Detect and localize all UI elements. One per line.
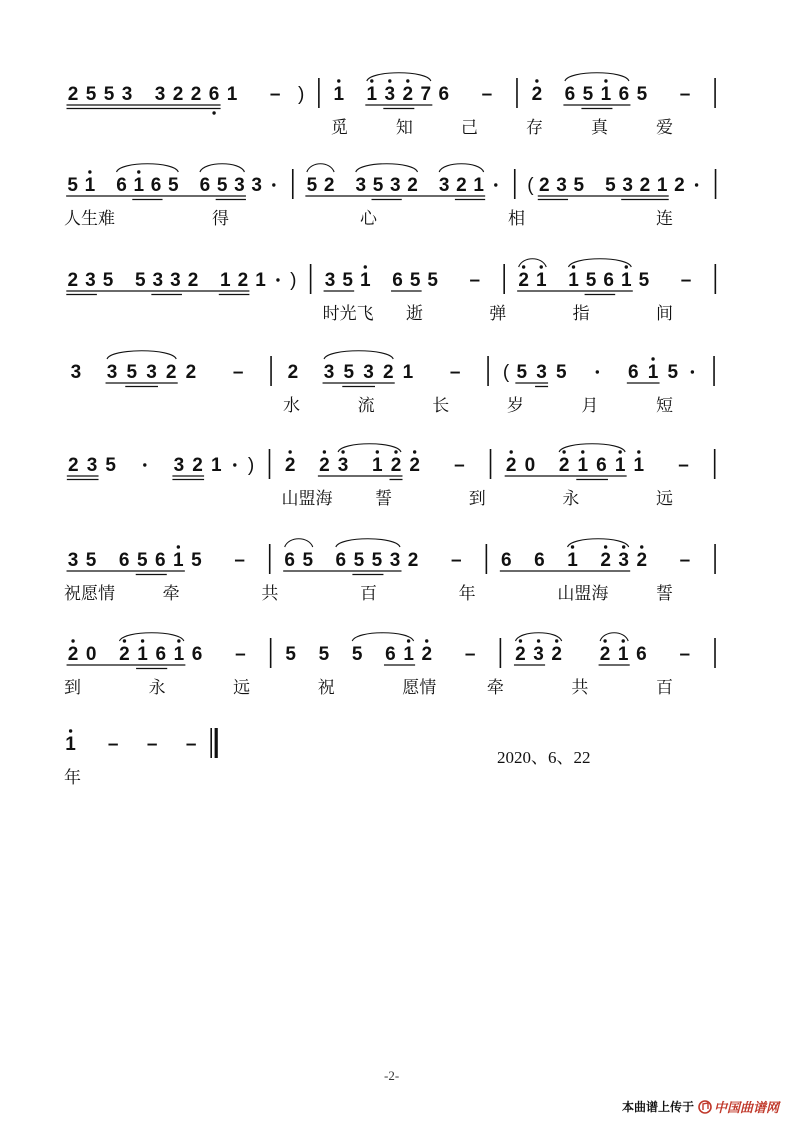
slur-arc	[568, 259, 631, 267]
score-note: 2	[551, 644, 563, 665]
octave-dot-high	[571, 545, 574, 548]
score-note: 6	[191, 644, 203, 665]
score-note: 2	[165, 362, 177, 383]
score-note: 1	[210, 455, 222, 476]
lyric-syllable: 人生难	[64, 209, 115, 229]
octave-dot-high	[572, 265, 575, 268]
dash-sustain: –	[450, 550, 462, 571]
lyric-syllable: 弹	[489, 304, 507, 324]
lyric-syllable: 牵	[162, 584, 180, 604]
score-note: 6	[596, 455, 607, 476]
score-note: 2	[190, 84, 202, 105]
upload-footer	[622, 1097, 779, 1116]
score-note: 2	[505, 455, 517, 476]
lyric-syllable: 逝	[405, 304, 423, 324]
score-note: 2	[639, 175, 651, 196]
octave-dot-high	[177, 639, 180, 642]
score-note: 6	[155, 550, 166, 571]
octave-dot-high	[337, 79, 340, 82]
score-note: 5	[427, 270, 439, 291]
slur-arc	[324, 351, 393, 359]
score-note: 0	[524, 455, 536, 476]
score-note: 1	[600, 84, 612, 105]
lyric-syllable: 山盟海	[281, 489, 333, 509]
interlude-paren: )	[297, 84, 305, 105]
slur-arc	[200, 164, 245, 172]
slur-arc	[119, 633, 183, 641]
score-note: 6	[564, 84, 576, 105]
score-note: 6	[501, 550, 512, 571]
score-system	[64, 164, 716, 229]
score-note: 1	[372, 455, 383, 476]
octave-dot-high	[622, 639, 625, 642]
score-note: 5	[573, 175, 585, 196]
score-note: 2	[187, 270, 199, 291]
lyric-syllable: 共	[571, 678, 589, 698]
dash-sustain: –	[679, 84, 691, 105]
lyric-syllable: 长	[432, 396, 450, 416]
score-note: 1	[633, 455, 645, 476]
interlude-paren: (	[502, 362, 510, 383]
score-note: 1	[647, 362, 659, 383]
score-note: 1	[173, 550, 184, 571]
octave-dot-high	[555, 639, 558, 642]
score-note: 2	[237, 270, 249, 291]
dash-sustain: –	[185, 734, 197, 755]
score-note: 3	[152, 270, 164, 291]
octave-dot-high	[651, 357, 654, 360]
octave-dot-high	[622, 545, 625, 548]
octave-dot-high	[123, 639, 126, 642]
score-note: 2	[119, 644, 130, 665]
score-note: 2	[407, 175, 418, 196]
lyric-syllable: 间	[656, 304, 673, 324]
lyric-syllable: 真	[590, 118, 608, 138]
score-note: 5	[167, 175, 179, 196]
score-system	[67, 444, 715, 509]
score-note: 5	[636, 84, 648, 105]
score-note: 1	[535, 270, 547, 291]
dash-sustain: –	[469, 270, 481, 291]
score-note: 3	[323, 362, 335, 383]
score-note: 5	[67, 175, 78, 196]
lyric-syllable: 月	[581, 396, 599, 416]
score-note: 5	[372, 175, 384, 196]
lyric-syllable: 到	[468, 489, 486, 509]
lyric-syllable: 远	[233, 678, 251, 698]
slur-arc	[285, 539, 313, 547]
slur-arc	[568, 539, 629, 547]
lyric-syllable: 远	[656, 489, 673, 509]
score-note: 6	[636, 644, 647, 665]
score-note: 2	[539, 175, 550, 196]
dash-sustain: –	[481, 84, 493, 105]
score-note: 5	[285, 644, 297, 665]
upload-text: 本曲谱上传于	[621, 1100, 694, 1114]
score-note: 3	[251, 175, 262, 196]
score-note: 3	[556, 175, 567, 196]
score-note: 2	[192, 455, 203, 476]
slur-arc	[367, 73, 431, 81]
score-note: 2	[319, 455, 330, 476]
score-note: 1	[366, 84, 378, 105]
score-note: 3	[70, 362, 82, 383]
score-note: 1	[568, 270, 579, 291]
score-note: 3	[389, 175, 401, 196]
score-note: 2	[407, 550, 419, 571]
dash-sustain: –	[680, 270, 692, 291]
score-system	[64, 539, 715, 604]
augmentation-dot	[596, 370, 599, 373]
slur-arc	[439, 164, 484, 172]
lyric-syllable: 岁	[506, 396, 524, 416]
score-note: 6	[116, 175, 127, 196]
score-note: 3	[173, 455, 185, 476]
score-note: 1	[255, 270, 266, 291]
octave-dot-high	[407, 639, 410, 642]
score-note: 3	[536, 362, 547, 383]
score-note: 2	[599, 644, 611, 665]
score-system	[64, 633, 715, 698]
score-note: 1	[137, 644, 148, 665]
score-note: 6	[199, 175, 211, 196]
score-note: 1	[65, 734, 76, 755]
score-note: 2	[390, 455, 402, 476]
dash-sustain: –	[679, 550, 691, 571]
score-note: 6	[392, 270, 403, 291]
score-note: 6	[628, 362, 639, 383]
lyric-syllable: 祝	[317, 678, 335, 698]
score-note: 2	[421, 644, 433, 665]
augmentation-dot	[695, 183, 698, 186]
octave-dot-high	[625, 265, 628, 268]
octave-dot-high	[69, 729, 72, 732]
octave-dot-high	[425, 639, 428, 642]
octave-dot-high	[581, 450, 584, 453]
score-note: 6	[118, 550, 130, 571]
octave-dot-high	[88, 170, 91, 173]
score-note: 3	[106, 362, 118, 383]
octave-dot-high	[537, 639, 540, 642]
lyric-syllable: 共	[261, 584, 279, 604]
score-note: 2	[284, 455, 296, 476]
score-note: 2	[67, 270, 79, 291]
score-note: 1	[567, 550, 578, 571]
lyric-syllable: 祝愿情	[64, 584, 115, 604]
octave-dot-high	[341, 450, 344, 453]
score-note: 2	[636, 550, 648, 571]
score-note: 3	[384, 84, 396, 105]
score-note: 2	[323, 175, 335, 196]
lyric-syllable: 时光飞	[322, 304, 374, 324]
score-note: 5	[134, 270, 146, 291]
score-note: 6	[155, 644, 167, 665]
lyric-syllable: 誓	[656, 584, 673, 604]
score-note: 2	[674, 175, 685, 196]
score-note: 5	[103, 84, 115, 105]
score-note: 1	[220, 270, 231, 291]
octave-dot-high	[562, 450, 565, 453]
lyric-syllable: 永	[562, 489, 580, 509]
score-note: 6	[618, 84, 630, 105]
score-note: 5	[102, 270, 114, 291]
score-note: 2	[172, 84, 184, 105]
score-note: 2	[531, 84, 543, 105]
lyric-syllable: 短	[656, 396, 673, 416]
score-note: 3	[533, 644, 544, 665]
score-note: 2	[382, 362, 394, 383]
score-note: 6	[150, 175, 162, 196]
score-note: 3	[170, 270, 181, 291]
octave-dot-high	[388, 79, 391, 82]
score-note: 1	[84, 175, 96, 196]
dash-sustain: –	[678, 455, 689, 476]
score-note: 5	[516, 362, 528, 383]
slur-arc	[338, 444, 401, 452]
interlude-paren: )	[290, 270, 297, 291]
score-note: 5	[85, 550, 97, 571]
score-note: 3	[85, 270, 96, 291]
slur-arc	[352, 633, 413, 641]
octave-dot-high	[141, 639, 144, 642]
score-note: 5	[85, 84, 97, 105]
augmentation-dot	[272, 183, 275, 186]
lyric-syllable: 相	[508, 209, 525, 229]
lyric-syllable: 年	[458, 584, 476, 604]
dash-sustain: –	[449, 362, 461, 383]
page-number: -2-	[384, 1068, 400, 1083]
dash-sustain: –	[234, 550, 245, 571]
augmentation-dot	[276, 278, 279, 281]
score-note: 2	[600, 550, 611, 571]
score-note: 2	[67, 644, 79, 665]
score-note: 5	[126, 362, 138, 383]
dash-sustain: –	[107, 734, 119, 755]
score-note: 1	[226, 84, 238, 105]
octave-dot-high	[71, 639, 74, 642]
lyric-syllable: 连	[656, 209, 673, 229]
interlude-paren: )	[247, 455, 255, 476]
score-note: 2	[67, 84, 79, 105]
score-note: 1	[333, 84, 345, 105]
lyric-syllable: 年	[64, 768, 81, 788]
score-system	[66, 259, 715, 324]
score-note: 3	[146, 362, 157, 383]
score-note: 2	[287, 362, 299, 383]
octave-dot-high	[288, 450, 291, 453]
octave-dot-high	[406, 79, 409, 82]
site-name: 中国曲谱网	[713, 1101, 779, 1116]
score-note: 1	[656, 175, 668, 196]
score-note: 1	[173, 644, 185, 665]
octave-dot-high	[177, 545, 180, 548]
score-note: 3	[363, 362, 374, 383]
score-note: 1	[359, 270, 371, 291]
octave-dot-high	[522, 265, 525, 268]
score-note: 5	[306, 175, 318, 196]
slur-arc	[107, 351, 176, 359]
octave-dot-high	[137, 170, 140, 173]
score-note: 6	[385, 644, 396, 665]
score-note: 6	[603, 270, 614, 291]
slur-arc	[356, 164, 418, 172]
octave-dot-high	[618, 450, 621, 453]
composition-date: 2020、6、22	[497, 748, 591, 767]
score-note: 3	[67, 550, 79, 571]
site-logo[interactable]	[698, 1097, 779, 1116]
score-note: 3	[618, 550, 629, 571]
score-note: 5	[105, 455, 116, 476]
dash-sustain: –	[232, 362, 244, 383]
octave-dot-high	[413, 450, 416, 453]
lyric-syllable: 百	[360, 584, 377, 604]
score-note: 1	[133, 175, 145, 196]
lyric-syllable: 永	[148, 678, 166, 698]
score-note: 5	[318, 644, 330, 665]
lyric-syllable: 水	[283, 396, 301, 416]
octave-dot-high	[323, 450, 326, 453]
score-system	[67, 73, 716, 138]
score-note: 5	[353, 550, 365, 571]
octave-dot-high	[376, 450, 379, 453]
dash-sustain: –	[146, 734, 158, 755]
octave-dot-high	[370, 79, 373, 82]
score-note: 3	[389, 550, 401, 571]
dash-sustain: –	[269, 84, 281, 105]
score-note: 6	[438, 84, 450, 105]
music-note-logo-icon	[698, 1100, 712, 1114]
score-note: 5	[371, 550, 383, 571]
lyric-syllable: 流	[357, 396, 375, 416]
octave-dot-high	[535, 79, 538, 82]
slur-arc	[336, 539, 400, 547]
octave-dot-high	[364, 265, 367, 268]
score-note: 3	[86, 455, 98, 476]
score-note: 1	[577, 455, 589, 476]
octave-dot-high	[603, 639, 606, 642]
score-note: 6	[534, 550, 545, 571]
score-note: 3	[622, 175, 633, 196]
lyric-syllable: 指	[572, 304, 590, 324]
score-note: 5	[302, 550, 314, 571]
lyric-syllable: 己	[460, 118, 478, 138]
slur-arc	[559, 444, 625, 452]
octave-dot-high	[394, 450, 397, 453]
octave-dot-high	[640, 545, 643, 548]
score-note: 3	[438, 175, 450, 196]
score-note: 2	[402, 84, 414, 105]
interlude-paren: (	[527, 175, 534, 196]
score-note: 5	[342, 270, 353, 291]
slur-arc	[307, 164, 334, 172]
score-system	[64, 728, 216, 788]
score-note: 2	[456, 175, 467, 196]
score-note: 3	[324, 270, 336, 291]
score-note: 1	[617, 644, 629, 665]
score-note: 2	[518, 270, 529, 291]
octave-dot-high	[519, 639, 522, 642]
score-note: 5	[585, 270, 597, 291]
score-note: 5	[638, 270, 650, 291]
lyric-syllable: 百	[656, 678, 673, 698]
score-note: 6	[208, 84, 220, 105]
score-note: 1	[614, 455, 626, 476]
lyric-syllable: 牵	[486, 678, 504, 698]
score-note: 5	[605, 175, 616, 196]
score-note: 6	[335, 550, 347, 571]
score-note: 1	[473, 175, 484, 196]
augmentation-dot	[143, 463, 146, 466]
score-note: 5	[216, 175, 228, 196]
dash-sustain: –	[235, 644, 246, 665]
dash-sustain: –	[464, 644, 476, 665]
augmentation-dot	[233, 463, 236, 466]
score-note: 3	[355, 175, 367, 196]
score-note: 5	[351, 644, 363, 665]
lyric-syllable: 到	[64, 678, 81, 698]
lyric-syllable: 心	[360, 209, 377, 229]
score-note: 2	[409, 455, 420, 476]
slur-arc	[117, 164, 179, 172]
dash-sustain: –	[679, 644, 691, 665]
lyric-syllable: 存	[525, 118, 543, 138]
score-note: 3	[234, 175, 245, 196]
octave-dot-high	[604, 545, 607, 548]
lyric-syllable: 爱	[656, 118, 673, 138]
octave-dot-high	[604, 79, 607, 82]
octave-dot-high	[509, 450, 512, 453]
lyric-syllable: 觅	[330, 118, 348, 138]
lyric-syllable: 山盟海	[557, 584, 609, 604]
score-note: 5	[136, 550, 148, 571]
octave-dot-low	[212, 111, 215, 114]
octave-dot-high	[637, 450, 640, 453]
score-system	[71, 351, 714, 416]
lyric-syllable: 得	[212, 209, 229, 229]
lyric-syllable: 知	[395, 118, 413, 138]
score-note: 2	[515, 644, 526, 665]
dash-sustain: –	[454, 455, 465, 476]
score-note: 7	[420, 84, 432, 105]
score-note: 2	[68, 455, 79, 476]
score-note: 6	[284, 550, 295, 571]
score-note: 1	[403, 644, 414, 665]
score-note: 5	[556, 362, 567, 383]
augmentation-dot	[691, 370, 694, 373]
score-note: 5	[582, 84, 594, 105]
score-note: 5	[191, 550, 202, 571]
octave-dot-high	[540, 265, 543, 268]
lyric-syllable: 誓	[375, 489, 393, 509]
score-note: 1	[620, 270, 632, 291]
score-note: 1	[402, 362, 414, 383]
score-note: 3	[121, 84, 133, 105]
score-note: 0	[85, 644, 97, 665]
score-note: 5	[409, 270, 421, 291]
score-note: 3	[337, 455, 349, 476]
lyric-syllable: 愿情	[402, 678, 437, 698]
score-note: 3	[154, 84, 166, 105]
augmentation-dot	[494, 183, 497, 186]
slur-arc	[565, 73, 629, 81]
score-note: 2	[185, 362, 197, 383]
score-note: 2	[558, 455, 570, 476]
score-note: 5	[667, 362, 679, 383]
score-note: 5	[343, 362, 355, 383]
